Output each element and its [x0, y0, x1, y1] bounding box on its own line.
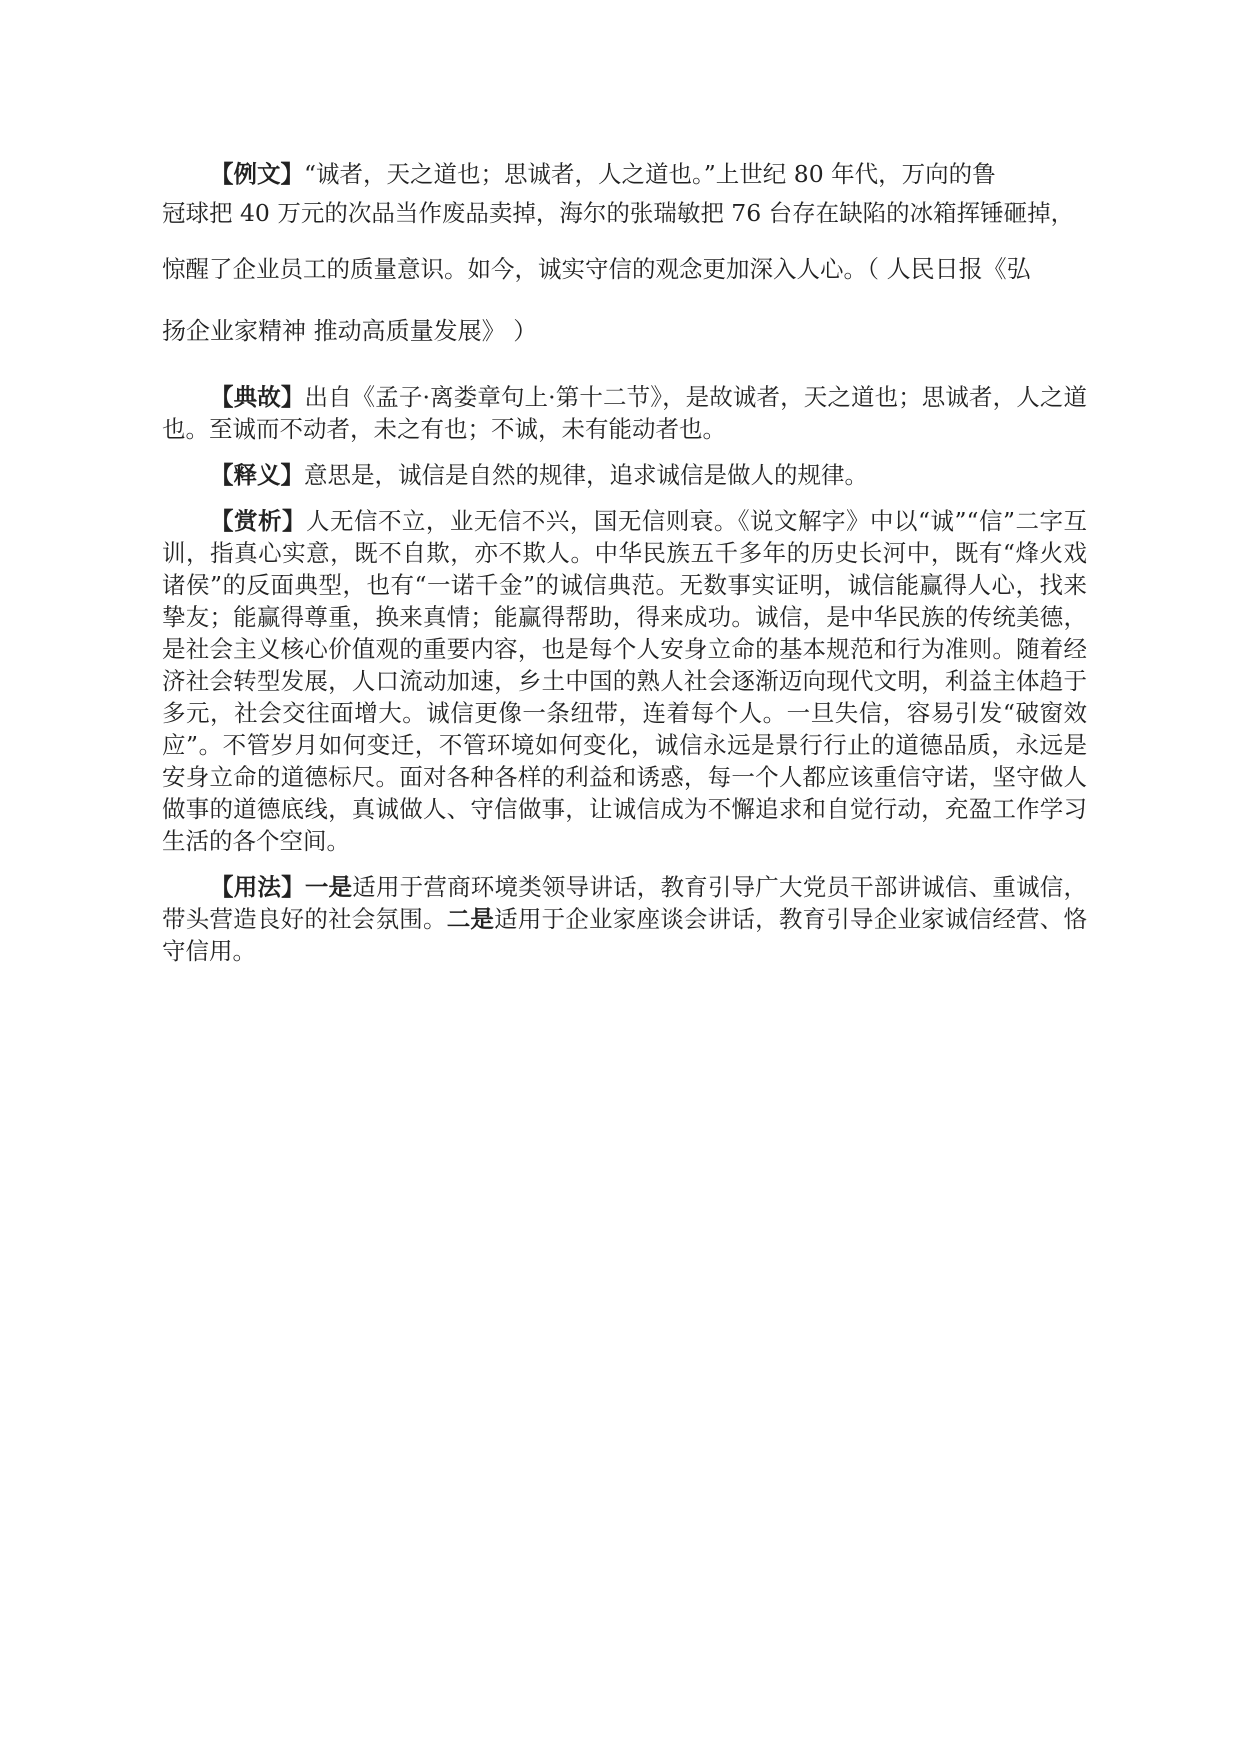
example-tag: 【例文】 [210, 160, 304, 188]
usage-paragraph [162, 871, 1087, 967]
example-source-end: 扬企业家精神 推动高质量发展》 ） [162, 317, 538, 345]
appreciation-paragraph [162, 505, 1087, 857]
example-source-start: （ 人民日报《弘 [867, 255, 1031, 283]
appreciation-text: 人无信不立，业无信不兴，国无信则衰。《说文解字》中以“诚”“信”二字互训，指真心实意，既不自欺，亦不欺人。中华民族五千多年的历史长河中，既有“烽火戏诸侯”的反面典型，也有“一诺千金”的诚信典范。无数事实证明，诚信能赢得人心，找来挚友；能赢得尊重，换来真情；能赢得帮助，得来成功。诚信，是中华民族的传统美德，是社会主义核心价值观的重要内容，也是每个人安身立命的基本规范和行为准则。随着经济社会转型发展，人口流动加速，乡土中国的熟人社会逐渐迈向现代文明，利益主体趋于多元，社会交往面增大。诚信更像一条纽带，连着每个人。一旦失信，容易引发“破窗效应”。不管岁月如何变迁，不管环境如何变化，诚信永远是景行行止的道德品质，永远是安身立命的道德标尺。面对各种各样的利益和诱惑，每一个人都应该重信守诺，坚守做人做事的道德底线，真诚做人、守信做事，让诚信成为不懈追求和自觉行动，充盈工作学习生活的各个空间。 [162, 507, 1087, 855]
meaning-paragraph [162, 459, 1087, 491]
example-line-3-text: 惊醒了企业员工的质量意识。如今，诚实守信的观念更加深入人心。 [162, 255, 867, 283]
usage-second-text: 适用于企业家座谈会讲话，教育引导企业家诚信经营、恪守信用。 [162, 905, 1088, 965]
allusion-text: 出自《孟子·离娄章句上·第十二节》，是故诚者，天之道也；思诚者，人之道也。至诚而不动者，未之有也；不诚，未有能动者也。 [162, 383, 1087, 443]
usage-first-text: 适用于营商环境类领导讲话，教育引导广大党员干部讲诚信、重诚信，带头营造良好的社会氛围。 [162, 873, 1088, 933]
example-line-2: 冠球把 40 万元的次品当作废品卖掉，海尔的张瑞敏把 76 台存在缺陷的冰箱挥锤砸掉， [162, 199, 1075, 227]
meaning-text: 意思是，诚信是自然的规律，追求诚信是做人的规律。 [304, 461, 868, 489]
allusion-tag: 【典故】 [210, 383, 305, 411]
allusion-paragraph [162, 381, 1087, 445]
example-paragraph [162, 158, 1087, 347]
example-line-1: “诚者，天之道也；思诚者，人之道也。”上世纪 80 年代，万向的鲁 [304, 160, 996, 188]
usage-tag: 【用法】 [210, 873, 305, 901]
meaning-tag: 【释义】 [210, 461, 304, 489]
appreciation-tag: 【赏析】 [210, 507, 306, 535]
usage-second-marker: 二是 [446, 905, 495, 933]
document-page [162, 158, 1087, 981]
example-line-3 [162, 253, 1087, 285]
usage-first-marker: 一是 [304, 873, 353, 901]
